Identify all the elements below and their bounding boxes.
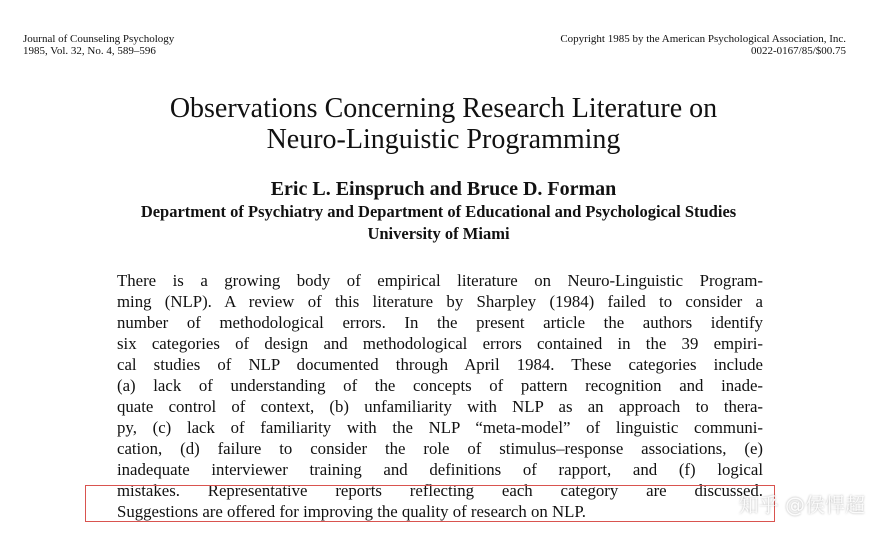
title-line-2: Neuro-Linguistic Programming — [266, 124, 621, 155]
abstract-line: mistakes. Representative reports reflecting each category are discussed. — [117, 481, 763, 500]
affiliation-line-1: Department of Psychiatry and Department of Educational and Psychological Studies — [140, 202, 737, 221]
abstract-line: ming (NLP). A review of this literature by Sharpley (1984) failed to consider a — [117, 292, 763, 311]
highlight-box — [85, 485, 775, 522]
journal-name: Journal of Counseling Psychology — [23, 33, 175, 45]
affiliation-line-2: University of Miami — [367, 224, 510, 243]
abstract-line: (a) lack of understanding of the concepts of pattern recognition and inade- — [117, 376, 763, 395]
abstract-line: number of methodological errors. In the present article the authors identify — [117, 313, 763, 332]
abstract-line: inadequate interviewer training and definitions of rapport, and (f) logical — [117, 460, 763, 479]
copyright-notice — [560, 33, 846, 57]
paper-title — [0, 93, 887, 155]
author-names: Eric L. Einspruch and Bruce D. Forman — [270, 178, 617, 200]
abstract-line: py, (c) lack of familiarity with the NLP “meta-model” of linguistic communi- — [117, 418, 763, 437]
journal-citation — [23, 33, 174, 57]
copyright-line: Copyright 1985 by the American Psychological Association, Inc. — [560, 33, 846, 45]
abstract-line: quate control of context, (b) unfamiliarity with NLP as an approach to thera- — [117, 397, 763, 416]
abstract-line: Suggestions are offered for improving the quality of research on NLP. — [117, 502, 586, 521]
copyright-code: 0022-0167/85/$00.75 — [750, 45, 846, 57]
abstract-line: six categories of design and methodological errors contained in the 39 empiri- — [117, 334, 763, 353]
watermark: 知乎 @侯悍超 — [738, 493, 865, 517]
affiliation — [0, 201, 877, 245]
abstract-line: cation, (d) failure to consider the role of stimulus–response associations, (e) — [117, 439, 763, 458]
abstract-line: There is a growing body of empirical literature on Neuro-Linguistic Program- — [117, 271, 763, 290]
title-line-1: Observations Concerning Research Literature on — [169, 93, 718, 124]
abstract-line: cal studies of NLP documented through April 1984. These categories include — [117, 355, 763, 374]
journal-issue: 1985, Vol. 32, No. 4, 589–596 — [23, 45, 156, 57]
